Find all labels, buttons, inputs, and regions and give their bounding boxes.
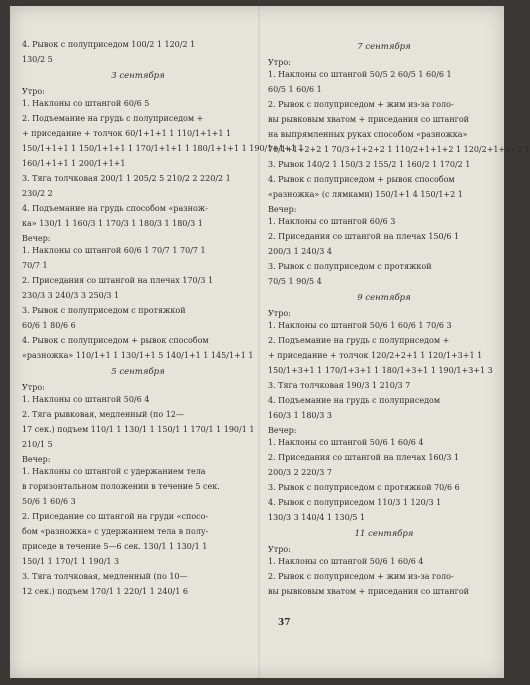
session-label: Утро: (268, 309, 291, 318)
text-line: + приседание + толчок 60/1+1+1 1 110/1+1+1 1 (22, 129, 232, 138)
text-line: 1. Наклоны со штангой 60/6 1 70/7 1 70/7 1 (22, 246, 206, 255)
text-line: 2. Подъемание на грудь с полуприседом + (22, 114, 204, 123)
text-line: 200/3 2 220/3 7 (268, 468, 332, 477)
text-line: 50/6 1 60/6 3 (22, 497, 76, 506)
book-page (10, 6, 530, 678)
text-line: 200/3 1 240/3 4 (268, 247, 332, 256)
text-line: 1. Наклоны со штангой 50/5 2 60/5 1 60/6 1 (268, 70, 452, 79)
text-line: 1. Наклоны со штангой 50/6 4 (22, 395, 150, 404)
text-line: бом «разножка» с удержанием тела в полу- (22, 527, 209, 536)
right-column (268, 36, 530, 602)
text-line: 150/1+3+1 1 170/1+3+1 1 180/1+3+1 1 190/1+3+1 3 (268, 366, 493, 375)
date-heading: 9 сентября (357, 293, 411, 303)
date-heading: 7 сентября (357, 42, 411, 52)
text-line: 4. Рывок с полуприседом + рывок способом (268, 175, 455, 184)
text-line: 17 сек.) подъем 110/1 1 130/1 1 150/1 1 170/1 1 190/1 1 (22, 425, 255, 434)
text-line: 4. Рывок с полуприседом + рывок способом (22, 336, 209, 345)
text-line: + приседание + толчок 120/2+2+1 1 120/1+3+1 1 (268, 351, 483, 360)
session-label: Утро: (268, 545, 291, 554)
text-line: на выпрямленных руках способом «разножка» (268, 130, 468, 139)
text-line: 60/6 1 80/6 6 (22, 321, 76, 330)
text-line: 4. Рывок с полуприседом 100/2 1 120/2 1 (22, 40, 196, 49)
text-line: 2. Приседания со штангой на плечах 170/3 1 (22, 276, 214, 285)
text-line: 70/7 1 (22, 261, 48, 270)
text-line: 3. Тяга толчковая, медленный (по 10— (22, 572, 188, 581)
session-label: Утро: (268, 58, 291, 67)
text-line: 130/2 5 (22, 55, 53, 64)
text-line: 70/1+1+2+2 1 70/3+1+2+2 1 110/2+1+1+2 1 120/2+1+1+2 1 (268, 145, 530, 154)
session-label: Вечер: (268, 205, 297, 214)
session-label: Утро: (22, 383, 45, 392)
text-line: 1. Наклоны со штангой 50/6 1 60/6 4 (268, 438, 424, 447)
text-line: 230/3 3 240/3 3 250/3 1 (22, 291, 120, 300)
text-line: 2. Подъемание на грудь с полуприседом + (268, 336, 450, 345)
text-line: 3. Тяга толчковая 190/3 1 210/3 7 (268, 381, 411, 390)
text-line: 150/1 1 170/1 1 190/1 3 (22, 557, 120, 566)
session-label: Вечер: (22, 234, 51, 243)
text-line: 210/1 5 (22, 440, 53, 449)
text-line: 1. Наклоны со штангой 60/6 5 (22, 99, 150, 108)
session-label: Вечер: (22, 455, 51, 464)
text-line: 1. Наклоны со штангой 50/6 1 60/6 4 (268, 557, 424, 566)
text-line: 4. Рывок с полуприседом 110/3 1 120/3 1 (268, 498, 442, 507)
page-number: 37 (278, 618, 291, 628)
text-line: 4. Подъемание на грудь способом «разнож- (22, 204, 208, 213)
text-line: 3. Тяга толчковая 200/1 1 205/2 5 210/2 2 220/2 1 (22, 174, 231, 183)
text-line: 150/1+1+1 1 150/1+1+1 1 170/1+1+1 1 180/1+1+1 1 190/1+1+1 1 (22, 144, 304, 153)
text-line: 160/3 1 180/3 3 (268, 411, 332, 420)
text-line: в горизонтальном положении в течение 5 сек. (22, 482, 220, 491)
text-line: 70/5 1 90/5 4 (268, 277, 322, 286)
text-line: «разножка» (с лямками) 150/1+1 4 150/1+2 1 (268, 190, 463, 199)
text-line: 12 сек.) подъем 170/1 1 220/1 1 240/1 6 (22, 587, 188, 596)
text-line: 230/2 2 (22, 189, 53, 198)
page-fold-shadow (258, 6, 260, 678)
text-line: 3. Рывок 140/2 1 150/3 2 155/2 1 160/2 1 170/2 1 (268, 160, 471, 169)
text-line: 60/5 1 60/6 1 (268, 85, 322, 94)
text-line: 3. Рывок с полуприседом с протяжкой (22, 306, 186, 315)
session-label: Вечер: (268, 426, 297, 435)
text-line: вы рывковым хватом + приседания со штангой (268, 115, 469, 124)
text-line: 3. Рывок с полуприседом с протяжкой 70/6 6 (268, 483, 460, 492)
date-heading: 11 сентября (354, 529, 414, 539)
date-heading: 5 сентября (111, 367, 165, 377)
text-line: 1. Наклоны со штангой 50/6 1 60/6 1 70/6 3 (268, 321, 452, 330)
text-line: 1. Наклоны со штангой 60/6 3 (268, 217, 396, 226)
text-line: «разножка» 110/1+1 1 130/1+1 5 140/1+1 1 145/1+1 1 (22, 351, 254, 360)
text-line: 160/1+1+1 1 200/1+1+1 (22, 159, 126, 168)
text-line: 2. Приседание со штангой на груди «спосо- (22, 512, 209, 521)
text-line: 3. Рывок с полуприседом с протяжкой (268, 262, 432, 271)
text-line: 4. Подъемание на грудь с полуприседом (268, 396, 441, 405)
text-line: 2. Тяга рывковая, медленный (по 12— (22, 410, 184, 419)
date-heading: 3 сентября (111, 71, 165, 81)
text-line: 2. Приседания со штангой на плечах 150/6 1 (268, 232, 460, 241)
text-line: 130/3 3 140/4 1 130/5 1 (268, 513, 366, 522)
text-line: ка» 130/1 1 160/3 1 170/3 1 180/3 1 180/3 1 (22, 219, 203, 228)
text-line: приседе в течение 5—6 сек. 130/1 1 130/1 1 (22, 542, 208, 551)
text-line: 2. Рывок с полуприседом + жим из-за голо- (268, 572, 454, 581)
text-line: 1. Наклоны со штангой с удержанием тела (22, 467, 206, 476)
text-line: 2. Приседания со штангой на плечах 160/3 1 (268, 453, 460, 462)
session-label: Утро: (22, 87, 45, 96)
text-line: вы рывковым хватом + приседания со штангой (268, 587, 469, 596)
text-line: 2. Рывок с полуприседом + жим из-за голо- (268, 100, 454, 109)
